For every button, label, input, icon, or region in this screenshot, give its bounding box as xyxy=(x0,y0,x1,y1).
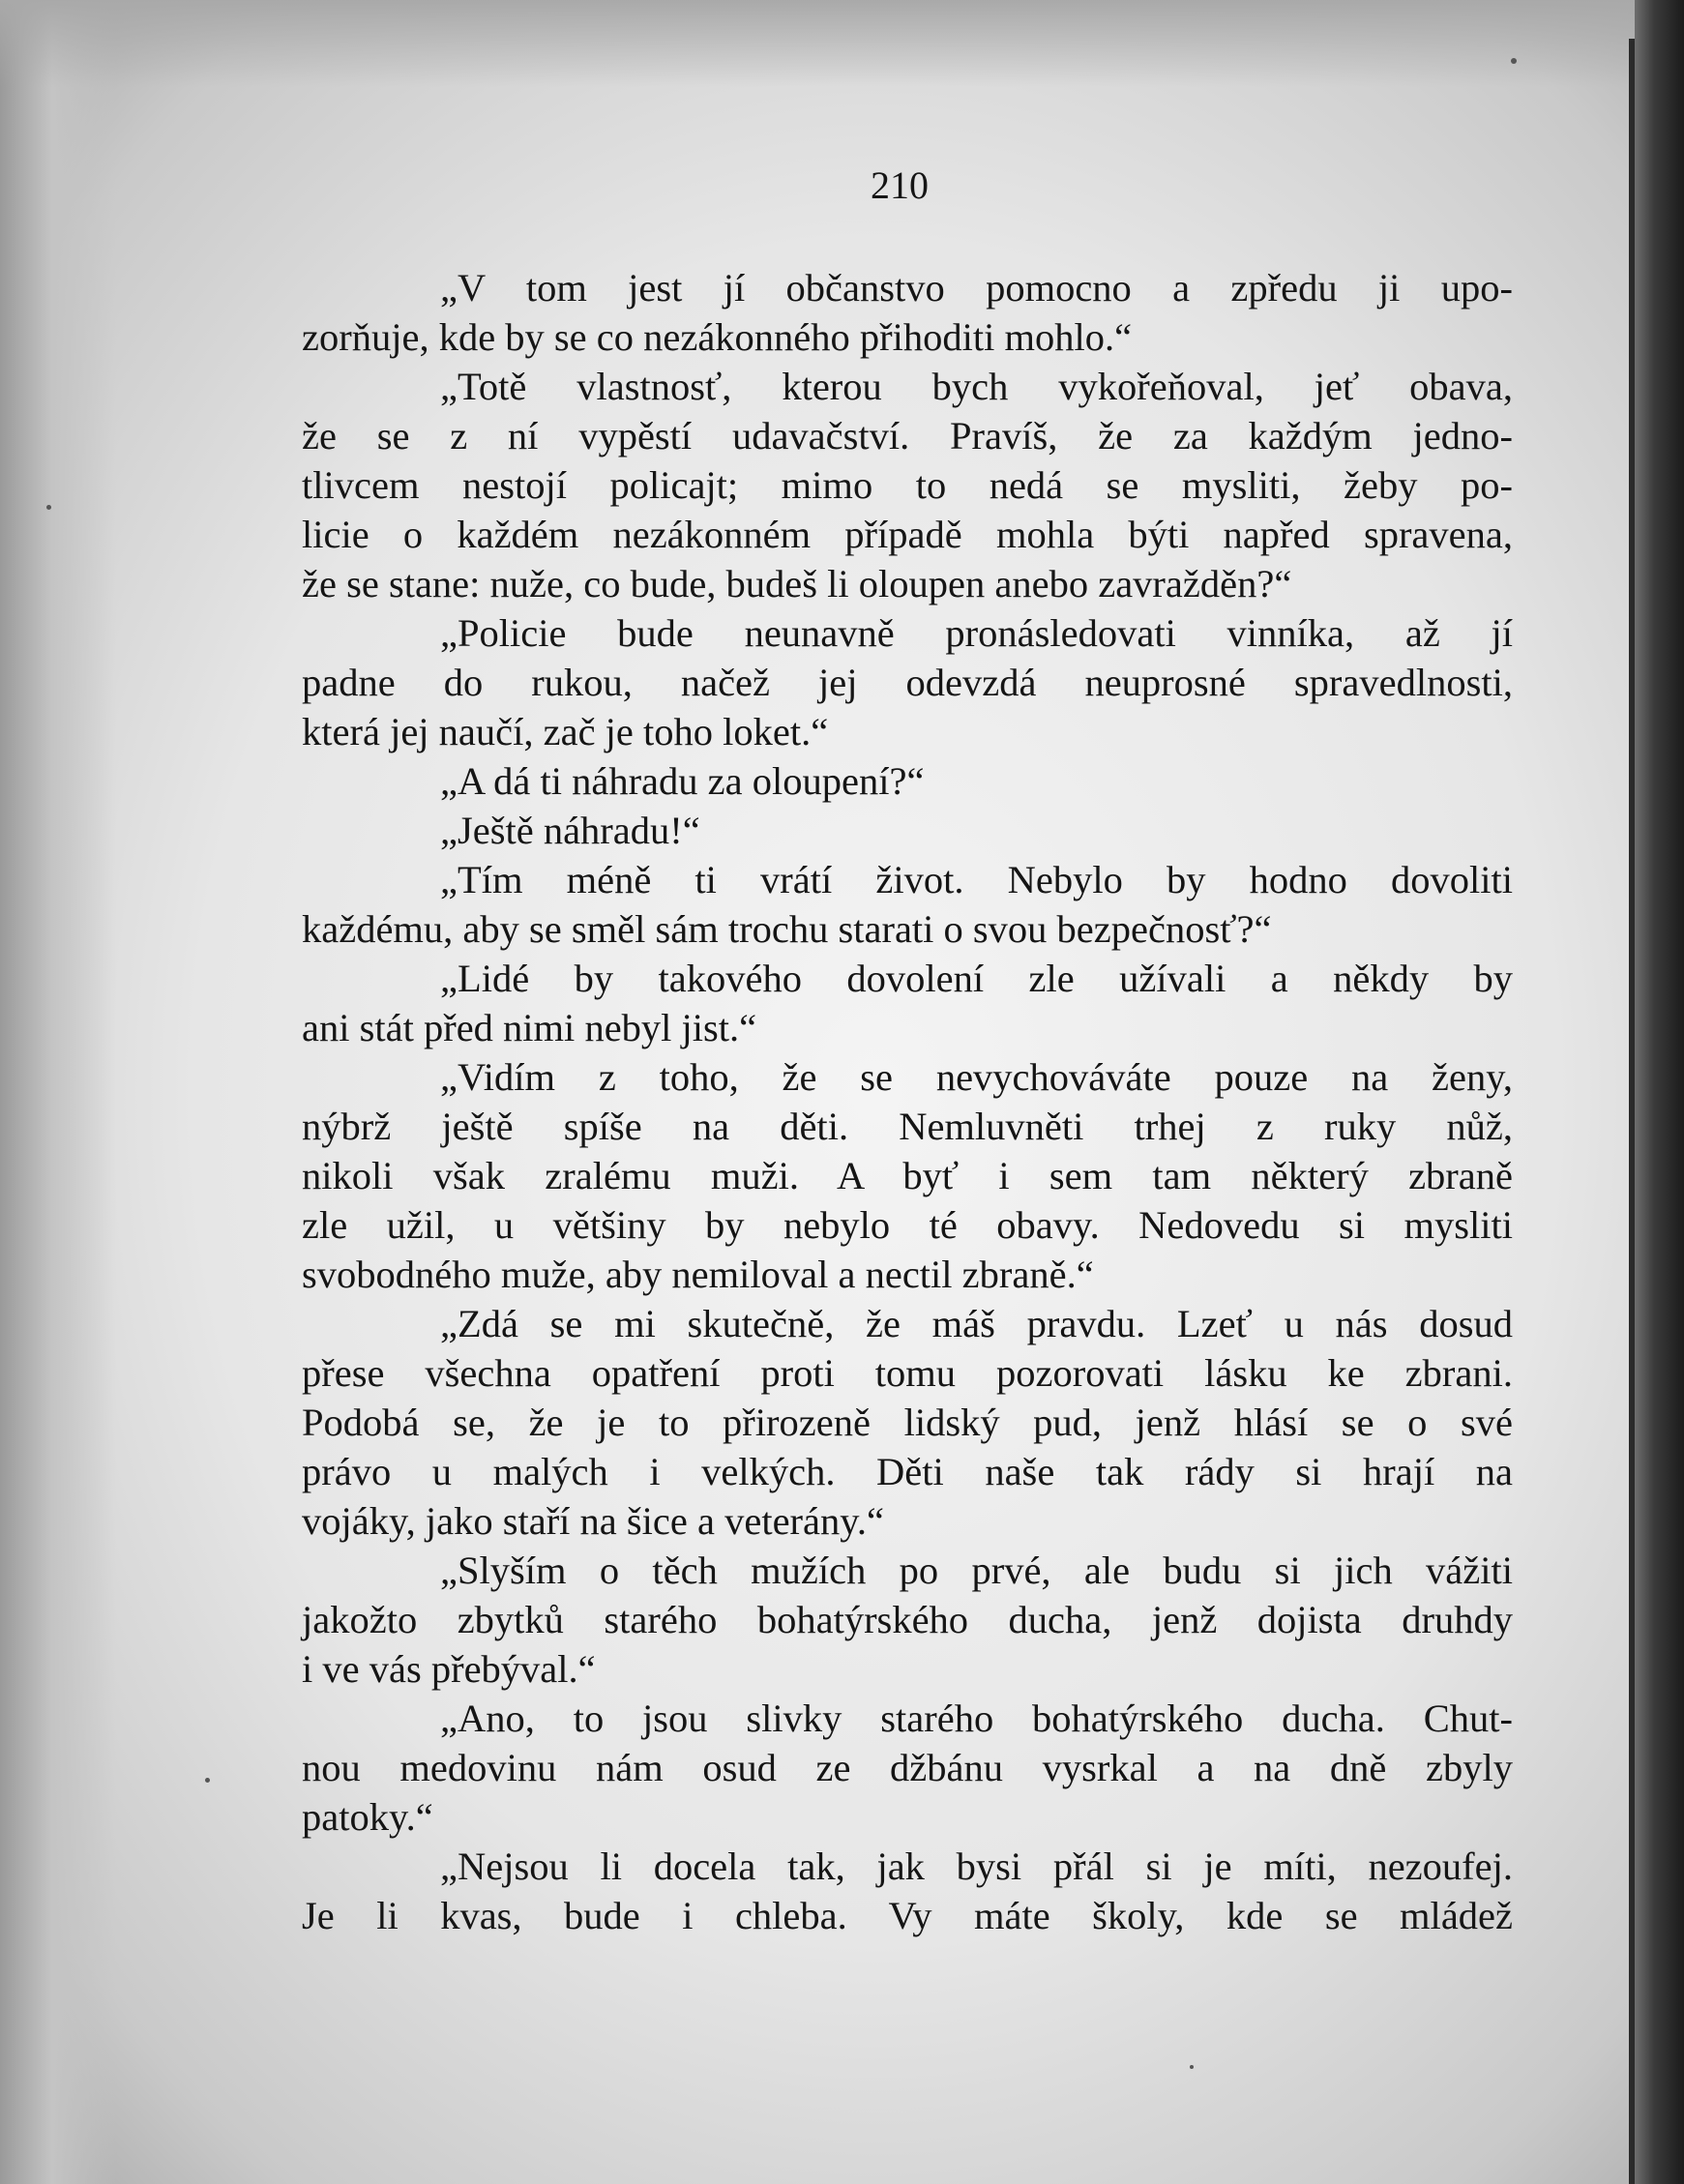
text-line: přese všechna opatření proti tomu pozorovati lásku ke zbrani. xyxy=(302,1351,1513,1395)
text-line: „Ještě náhradu!“ xyxy=(440,809,700,852)
text-line: patoky.“ xyxy=(302,1795,433,1839)
text-line: „Ano, to jsou slivky starého bohatýrského ducha. Chut- xyxy=(440,1697,1513,1740)
binding-edge xyxy=(1635,0,1684,2184)
text-line: „Tím méně ti vrátí život. Nebylo by hodno dovoliti xyxy=(440,858,1513,901)
text-line: že se stane: nuže, co bude, budeš li oloupen anebo zavražděn?“ xyxy=(302,562,1292,605)
scan-speck xyxy=(205,1778,210,1783)
text-line: „Lidé by takového dovolení zle užívali a někdy by xyxy=(440,957,1513,1000)
text-line: nou medovinu nám osud ze džbánu vysrkal a na dně zbyly xyxy=(302,1746,1513,1789)
page-shadow-top xyxy=(0,0,1684,87)
text-line: „Slyším o těch mužích po prvé, ale budu si jich vážiti xyxy=(440,1549,1513,1592)
text-line: nýbrž ještě spíše na děti. Nemluvněti trhej z ruky nůž, xyxy=(302,1105,1513,1148)
text-line: každému, aby se směl sám trochu starati o svou bezpečnosť?“ xyxy=(302,907,1272,951)
scan-speck xyxy=(1511,58,1517,64)
text-line: jakožto zbytků starého bohatýrského ducha, jenž dojista druhdy xyxy=(302,1598,1513,1641)
text-line: nikoli však zralému muži. A byť i sem tam některý zbraně xyxy=(302,1154,1513,1197)
text-line: i ve vás přebýval.“ xyxy=(302,1647,596,1691)
text-line: Je li kvas, bude i chleba. Vy máte školy, kde se mládež xyxy=(302,1894,1513,1937)
text-line: padne do rukou, načež jej odevzdá neuprosné spravedlnosti, xyxy=(302,661,1513,704)
text-line: „Nejsou li docela tak, jak bysi přál si je míti, nezoufej. xyxy=(440,1845,1513,1888)
text-line: vojáky, jako staří na šice a veterány.“ xyxy=(302,1499,884,1543)
text-line: zle užil, u většiny by nebylo té obavy. Nedovedu si mysliti xyxy=(302,1203,1513,1247)
body-text xyxy=(302,263,1513,1940)
text-line: „A dá ti náhradu za oloupení?“ xyxy=(440,759,925,803)
text-line: tlivcem nestojí policajt; mimo to nedá se mysliti, žeby po- xyxy=(302,463,1513,507)
text-line: „Zdá se mi skutečně, že máš pravdu. Lzeť u nás dosud xyxy=(440,1302,1513,1345)
text-line: „V tom jest jí občanstvo pomocno a zpředu ji upo- xyxy=(440,266,1513,310)
page-number: 210 xyxy=(871,163,929,207)
scan-speck xyxy=(1190,2065,1194,2069)
scan-speck xyxy=(46,505,51,510)
text-line: právo u malých i velkých. Děti naše tak rády si hrají na xyxy=(302,1450,1513,1493)
page-shadow-left xyxy=(0,0,116,2184)
text-line: „Policie bude neunavně pronásledovati vinníka, až jí xyxy=(440,611,1513,655)
text-line: Podobá se, že je to přirozeně lidský pud, jenž hlásí se o své xyxy=(302,1401,1513,1444)
text-line: která jej naučí, zač je toho loket.“ xyxy=(302,710,829,753)
text-line: ani stát před nimi nebyl jist.“ xyxy=(302,1006,757,1049)
text-line: „Totě vlastnosť, kterou bych vykořeňoval, jeť obava, xyxy=(440,365,1513,408)
text-line: „Vidím z toho, že se nevychováváte pouze na ženy, xyxy=(440,1055,1513,1099)
text-line: svobodného muže, aby nemiloval a nectil zbraně.“ xyxy=(302,1253,1094,1296)
text-line: že se z ní vypěstí udavačství. Pravíš, že za každým jedno- xyxy=(302,414,1513,457)
text-line: zorňuje, kde by se co nezákonného přihoditi mohlo.“ xyxy=(302,315,1133,359)
text-line: licie o každém nezákonném případě mohla býti napřed spravena, xyxy=(302,513,1513,556)
